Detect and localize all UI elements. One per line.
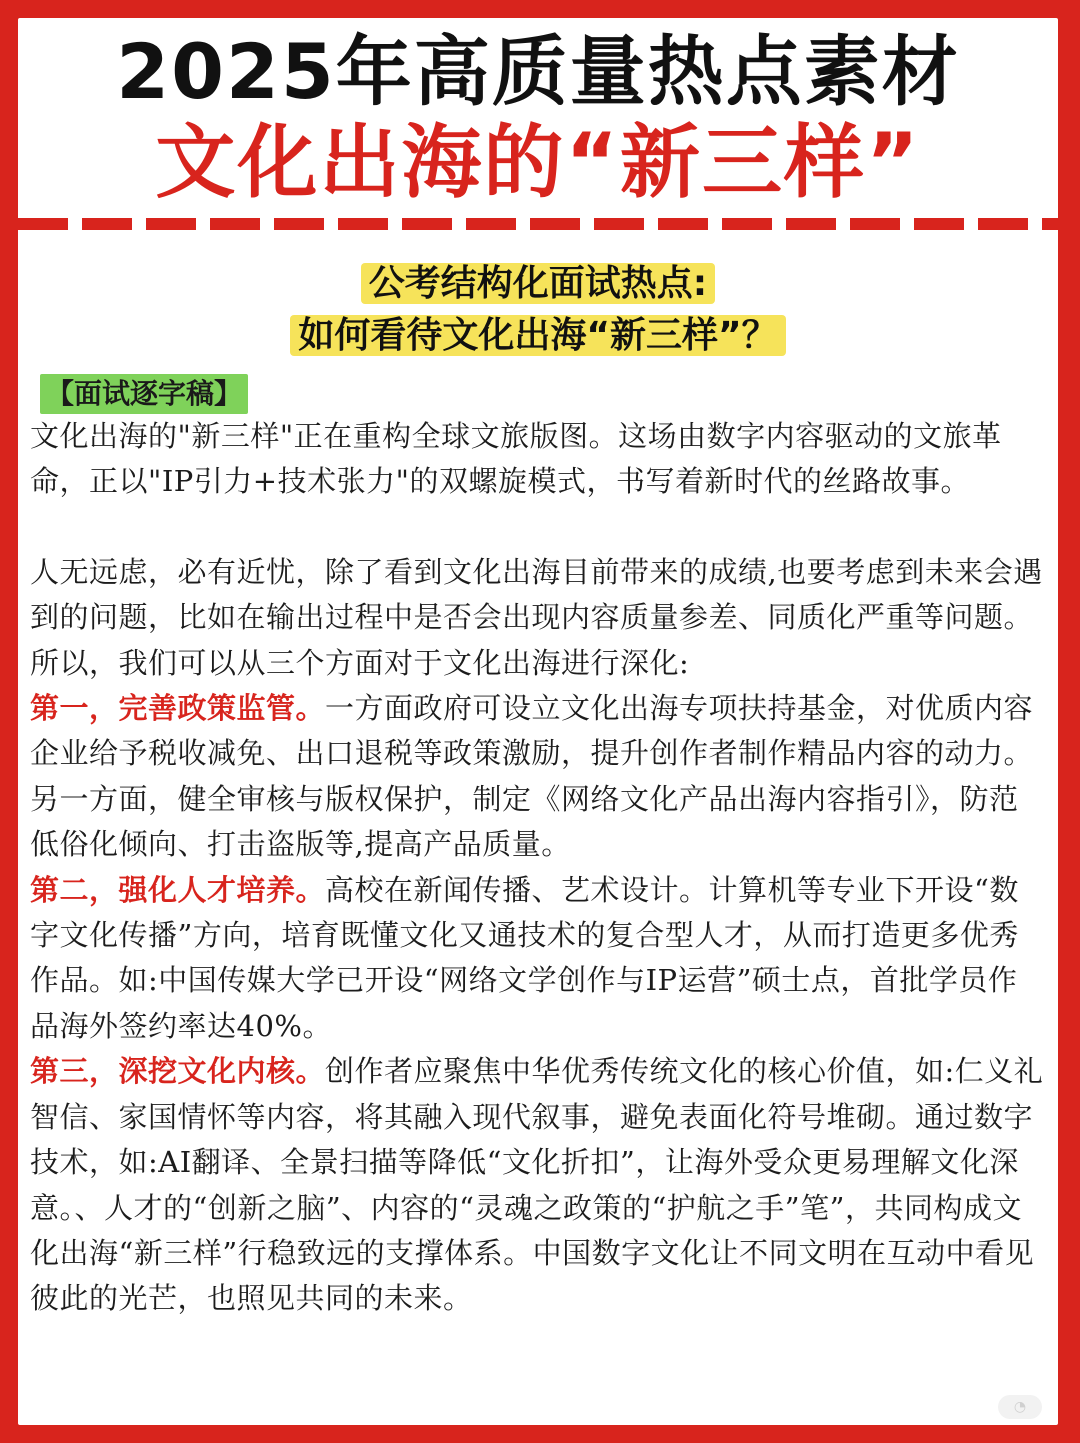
- point-1-heading: 第一，完善政策监管。: [30, 691, 326, 726]
- question-line-1: 公考结构化面试热点:: [361, 263, 715, 304]
- point-2-body: 高校在新闻传播、艺术设计。计算机等专业下开设“数字文化传播”方向，培育既懂文化又通技术的复合型人才，从而打造更多优秀作品。如:中国传媒大学已开设“网络文学创作与IP运营”硕士点，首批学员作品海外签约率达40%。: [30, 872, 1019, 1043]
- point-1-body: 一方面政府可设立文化出海专项扶持基金，对优质内容企业给予税收减免、出口退税等政策激励，提升创作者制作精品内容的动力。另一方面，健全审核与版权保护，制定《网络文化产品出海内容指引》，防范低俗化倾向、打击盗版等,提高产品质量。: [30, 691, 1034, 862]
- paragraph-point-3: [30, 1049, 1046, 1321]
- page-subtitle-red: 文化出海的“新三样”: [155, 116, 921, 209]
- point-3-body: 创作者应聚焦中华优秀传统文化的核心价值，如:仁义礼智信、家国情怀等内容，将其融入现代叙事，避免表面化符号堆砌。通过数字技术，如:AI翻译、全景扫描等降低“文化折扣”，让海外受众更易理解文化深意。、人才的“创新之脑”、内容的“灵魂之政策的“护航之手”笔”，共同构成文化出海“新三样”行稳致远的支撑体系。中国数字文化让不同文明在互动中看见彼此的光芒，也照见共同的未来。: [30, 1054, 1044, 1316]
- paragraph-gap: [30, 505, 1046, 550]
- paragraph-intro: 文化出海的"新三样"正在重构全球文旅版图。这场由数字内容驱动的文旅革命，正以"IP引力+技术张力"的双螺旋模式，书写着新时代的丝路故事。: [30, 419, 1002, 499]
- article-body: [30, 414, 1046, 1322]
- paragraph-problem: 人无远虑，必有近忧，除了看到文化出海目前带来的成绩,也要考虑到未来会遇到的问题，比如在输出过程中是否会出现内容质量参差、同质化严重等问题。所以，我们可以从三个方面对于文化出海进行深化:: [30, 554, 1043, 680]
- header: [18, 18, 1058, 214]
- paragraph-point-2: [30, 868, 1046, 1050]
- watermark-icon: ◔: [998, 1395, 1042, 1419]
- dashed-divider: [18, 218, 1058, 230]
- point-3-heading: 第三，深挖文化内核。: [30, 1054, 326, 1089]
- paragraph-point-1: [30, 686, 1046, 868]
- page-title: 2025年高质量热点素材: [116, 27, 960, 116]
- question-heading: [18, 258, 1058, 362]
- transcript-tag: 【面试逐字稿】: [40, 374, 248, 414]
- question-line-2: 如何看待文化出海“新三样”？: [290, 315, 785, 356]
- point-2-heading: 第二，强化人才培养。: [30, 872, 326, 907]
- poster-card: [18, 18, 1058, 1425]
